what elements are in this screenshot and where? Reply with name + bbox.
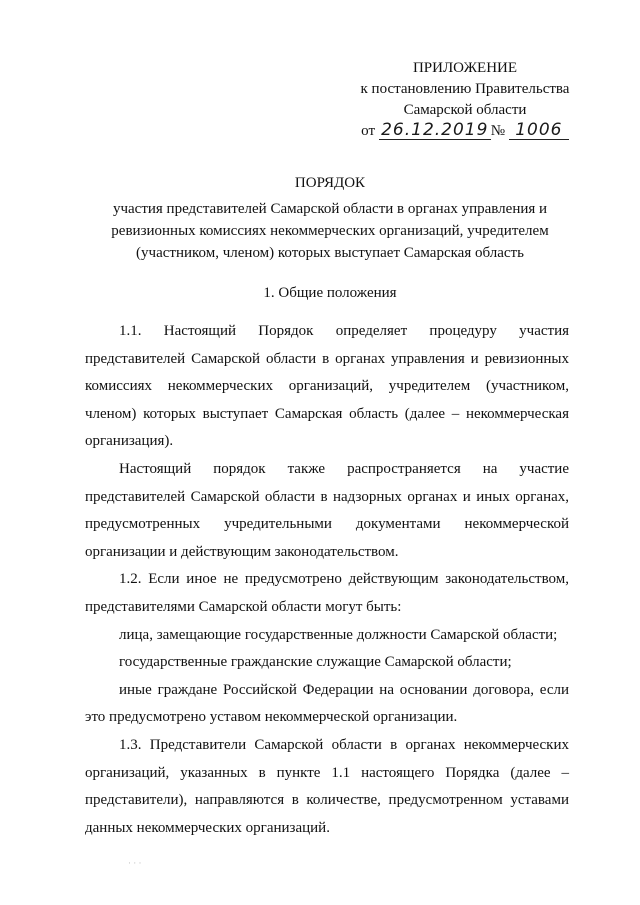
section-heading: 1. Общие положения [263, 285, 397, 301]
paragraph-1-3: 1.3. Представители Самарской области в органах некоммерческих организаций, указанных в пункте 1.1 настоящего Порядка (далее – представители), направляются в количестве, предусмотренном уставами данных некоммерческих организаций. [85, 736, 569, 836]
appendix-line-1: к постановлению Правительства [360, 81, 570, 97]
handwritten-date: 26.12.2019 [379, 122, 491, 140]
scan-artifact: · · · [128, 858, 142, 868]
handwritten-number: 1006 [509, 122, 569, 140]
appendix-block [345, 58, 585, 142]
date-prefix: от [361, 123, 376, 139]
section-body [85, 318, 569, 842]
paragraph-1-2-item-3: иные граждане Российской Федерации на основании договора, если это предусмотрено уставом некоммерческой организации. [85, 681, 569, 726]
document-title-block [95, 172, 565, 264]
appendix-title: ПРИЛОЖЕНИЕ [412, 60, 518, 76]
paragraph-1-2-item-1: лица, замещающие государственные должности Самарской области; [119, 626, 558, 643]
document-title: ПОРЯДОК [294, 175, 366, 191]
appendix-line-2: Самарской области [403, 102, 527, 118]
paragraph-1-1-b: Настоящий порядок также распространяется на участие представителей Самарской области в надзорных органах и иных органах, предусмотренных учредительными документами некоммерческой организации и действующим законодательством. [85, 460, 569, 560]
number-prefix: № [490, 123, 506, 139]
paragraph-1-2: 1.2. Если иное не предусмотрено действующим законодательством, представителями Самарской области могут быть: [85, 571, 569, 615]
paragraph-1-2-item-2: государственные гражданские служащие Самарской области; [119, 654, 512, 671]
appendix-date-row [345, 121, 585, 142]
document-subtitle: участия представителей Самарской области в органах управления и ревизионных комиссиях некоммерческих организаций, учредителем (участником, членом) которых выступает Самарская область [111, 201, 549, 261]
paragraph-1-1: 1.1. Настоящий Порядок определяет процедуру участия представителей Самарской области в органах управления и ревизионных комиссиях некоммерческих организаций, учредителем (участником, членом) которых выступает Самарская область (далее – некоммерческая организация). [85, 323, 569, 450]
